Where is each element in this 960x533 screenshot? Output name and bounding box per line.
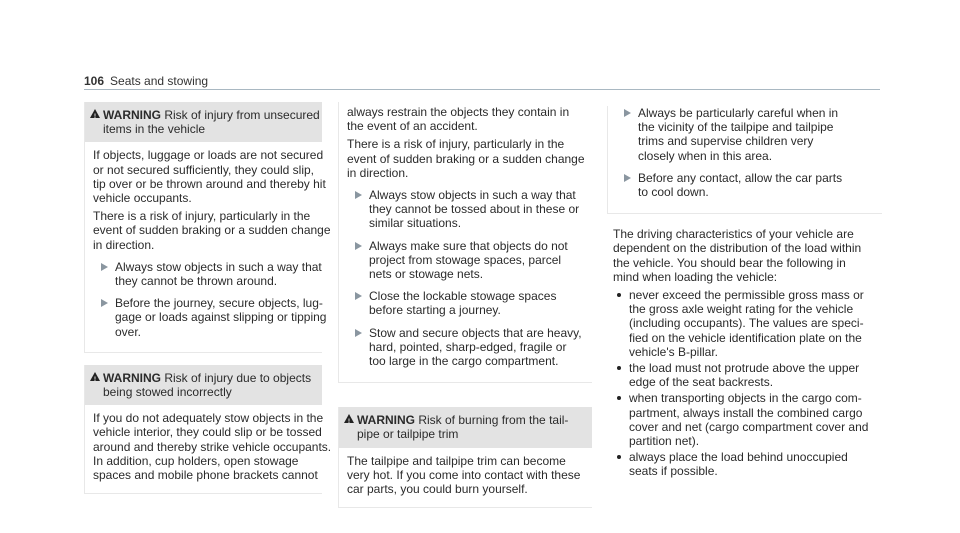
text-line: trims and supervise children very: [638, 134, 814, 149]
warning-icon: [344, 414, 354, 423]
text-line: fied on the vehicle identification plate on the: [629, 330, 862, 345]
instruction-step: [347, 239, 584, 282]
text-line: There is a risk of injury, particularly in the: [347, 137, 565, 152]
instruction-step: [347, 188, 584, 231]
text-line: they cannot be tossed about in these or: [369, 202, 580, 217]
text-line: gage or loads against slipping or tipping: [115, 310, 327, 325]
text-line: tip over or be thrown around and thereby hit: [93, 176, 326, 191]
section-title: Seats and stowing: [110, 74, 209, 88]
text-line: too large in the cargo compartment.: [369, 354, 559, 369]
text-line: vehicle occupants.: [93, 191, 192, 206]
text-line: event of sudden braking or a sudden change: [93, 223, 331, 238]
text-line: There is a risk of injury, particularly in the: [93, 209, 311, 224]
text-line: before starting a journey.: [369, 303, 501, 318]
text-line: in direction.: [347, 165, 409, 180]
instruction-step: [616, 106, 874, 163]
warning-title: Risk of injury due to objects: [164, 370, 312, 385]
arrow-right-icon: [101, 299, 108, 307]
bullet-icon: [617, 455, 621, 459]
warning-header: [339, 407, 592, 447]
instruction-step: [347, 326, 584, 369]
text-line: Always make sure that objects do not: [369, 238, 568, 253]
text-line: event of sudden braking or a sudden change: [347, 151, 585, 166]
text-line: closely when in this area.: [638, 148, 773, 163]
text-line: The tailpipe and tailpipe trim can become: [347, 453, 566, 468]
text-line: the vicinity of the tailpipe and tailpipe: [638, 120, 834, 135]
warning-body: [339, 448, 592, 508]
text-line: nets or stowage nets.: [369, 267, 484, 282]
bullet-icon: [617, 366, 621, 370]
column-3: [607, 102, 882, 481]
warning-title: Risk of injury from unsecured: [164, 108, 320, 122]
page-header: [84, 74, 208, 88]
paragraph: [613, 227, 882, 284]
warning-title: being stowed incorrectly: [103, 385, 232, 400]
warning-box-burning: [338, 407, 592, 508]
text-line: when transporting objects in the cargo com-: [629, 391, 862, 406]
arrow-right-icon: [624, 109, 631, 117]
text-line: vehicle interior, they could slip or be tossed: [93, 425, 322, 440]
warning-box-stowed-incorrectly: [84, 365, 332, 494]
arrow-right-icon: [355, 242, 362, 250]
text-line: vehicle's B-pillar.: [629, 344, 718, 359]
list-item: [613, 391, 882, 448]
warning-body: [85, 405, 332, 493]
bullet-icon: [617, 396, 621, 400]
text-line: similar situations.: [369, 216, 462, 231]
paragraph: [347, 454, 584, 497]
warning-label: WARNING: [357, 413, 415, 428]
text-line: the gross axle weight rating for the vehicle: [629, 302, 854, 317]
text-line: seats if possible.: [629, 464, 718, 479]
warning-icon: [90, 109, 100, 118]
text-line: If you do not adequately stow objects in the: [93, 411, 324, 426]
column-2: [338, 102, 592, 508]
warning-body: [85, 142, 331, 351]
text-line: over.: [115, 324, 142, 339]
text-line: In addition, cup holders, open stowage: [93, 453, 299, 468]
text-line: Close the lockable stowage spaces: [369, 289, 557, 304]
text-line: in direction.: [93, 237, 155, 252]
text-line: If objects, luggage or loads are not secured: [93, 148, 324, 163]
text-line: around and thereby strike vehicle occupants.: [93, 439, 332, 454]
text-line: cover and net (cargo compartment cover and: [629, 419, 869, 434]
text-line: Always be particularly careful when in: [638, 106, 839, 120]
text-line: Before any contact, allow the car parts: [638, 170, 843, 185]
page-number: 106: [84, 74, 105, 88]
text-line: dependent on the distribution of the load within: [613, 241, 862, 256]
paragraph: [93, 209, 331, 252]
column-1: [84, 102, 332, 494]
text-line: edge of the seat backrests.: [629, 375, 774, 390]
text-line: Always stow objects in such a way that: [369, 188, 576, 203]
text-line: project from stowage spaces, parcel: [369, 252, 562, 267]
list-item: [613, 288, 882, 359]
text-line: very hot. If you come into contact with these: [347, 467, 581, 482]
text-line: (including occupants). The values are speci-: [629, 316, 864, 331]
warning-header: [85, 365, 322, 405]
text-line: partment, always install the combined cargo: [629, 405, 863, 420]
text-line: they cannot be thrown around.: [115, 274, 278, 289]
list-item: [613, 450, 882, 478]
text-line: the vehicle. You should bear the following in: [613, 255, 846, 270]
bullet-icon: [617, 293, 621, 297]
header-rule: [84, 89, 880, 90]
text-line: Before the journey, secure objects, lug-: [115, 296, 323, 311]
instruction-step: [347, 289, 584, 317]
paragraph: [93, 148, 326, 206]
text-line: mind when loading the vehicle:: [613, 269, 778, 284]
paragraph: [347, 137, 584, 180]
instruction-step: [93, 296, 327, 339]
warning-title: Risk of burning from the tail-: [418, 413, 569, 428]
text-line: The driving characteristics of your vehicle are: [613, 227, 854, 242]
text-line: Always stow objects in such a way that: [115, 259, 322, 274]
text-line: or not secured sufficiently, they could slip,: [93, 162, 315, 177]
arrow-right-icon: [355, 329, 362, 337]
text-line: to cool down.: [638, 185, 709, 200]
text-line: always place the load behind unoccupied: [629, 450, 848, 465]
text-line: Stow and secure objects that are heavy,: [369, 325, 582, 340]
arrow-right-icon: [101, 263, 108, 271]
list-item: [613, 361, 882, 389]
text-line: the event of an accident.: [347, 119, 478, 134]
instruction-step: [93, 259, 322, 289]
text-line: always restrain the objects they contain in: [347, 105, 570, 119]
warning-title: pipe or tailpipe trim: [357, 427, 459, 442]
instruction-step: [616, 171, 874, 199]
warning-header: [85, 102, 322, 142]
warning-title: items in the vehicle: [103, 122, 206, 137]
warning-label: WARNING: [103, 370, 161, 385]
warning-continuation: [607, 106, 882, 214]
arrow-right-icon: [355, 292, 362, 300]
text-line: partition net).: [629, 434, 700, 449]
text-line: the load must not protrude above the upper: [629, 361, 860, 376]
text-line: car parts, you could burn yourself.: [347, 482, 528, 497]
loading-instructions: [607, 214, 882, 478]
paragraph: [347, 105, 584, 133]
warning-label: WARNING: [103, 108, 161, 122]
text-line: never exceed the permissible gross mass or: [629, 288, 864, 303]
arrow-right-icon: [355, 191, 362, 199]
paragraph: [93, 411, 332, 483]
arrow-right-icon: [624, 174, 631, 182]
warning-continuation: [338, 102, 592, 383]
text-line: hard, pointed, sharp-edged, fragile or: [369, 339, 567, 354]
text-line: spaces and mobile phone brackets cannot: [93, 468, 318, 483]
warning-box-unsecured-items: [84, 102, 331, 353]
warning-icon: [90, 372, 100, 381]
